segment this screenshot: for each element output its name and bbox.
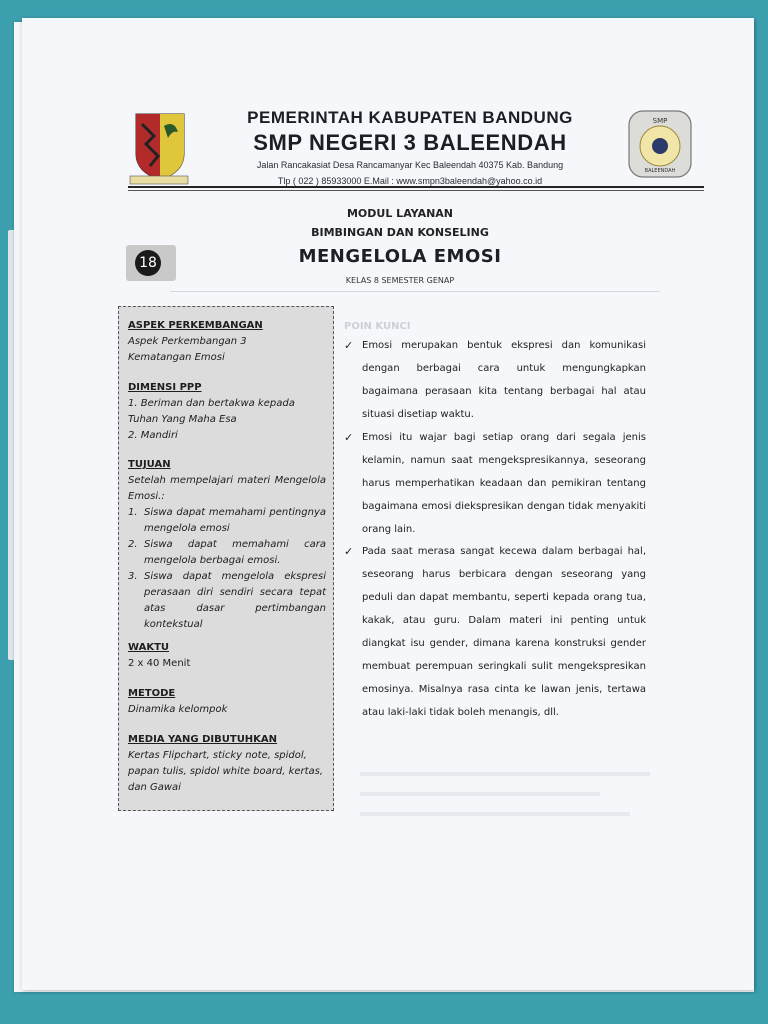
tujuan-item-2: 2. Siswa dapat memahami cara mengelola berbagai emosi.: [128, 539, 326, 566]
header-school-name: SMP NEGERI 3 BALEENDAH: [253, 130, 567, 155]
tujuan-item-3: 3. Siswa dapat mengelola ekspresi perasaan diri sendiri secara tepat atas dasar pertimbangan kontekstual: [128, 571, 326, 630]
check-icon: ✓: [344, 431, 354, 444]
dimensi-item-1: 1. Beriman dan bertakwa kepada Tuhan Yang Maha Esa: [128, 398, 295, 425]
poin-item-2: ✓ Emosi itu wajar bagi setiap orang dari segala jenis kelamin, namun saat mengekspresikannya, seseorang harus memperhatikan keadaan dan pemikiran tentang bagaimana emosi diekspresikan dengan tidak menyakiti orang lain.: [344, 426, 646, 541]
poin-kunci-heading: POIN KUNCI: [344, 321, 411, 332]
header-rule-thin: [128, 190, 704, 191]
media-section: [128, 732, 326, 796]
logo-text-baleendah: BALEENDAH: [644, 168, 676, 174]
metode-value: Dinamika kelompok: [128, 704, 228, 715]
tujuan-intro: Setelah mempelajari materi Mengelola Emosi.:: [128, 475, 326, 502]
header-government: PEMERINTAH KABUPATEN BANDUNG: [247, 108, 573, 127]
check-icon: ✓: [344, 545, 354, 558]
dimensi-heading: DIMENSI PPP: [128, 382, 202, 393]
waktu-heading: WAKTU: [128, 642, 170, 653]
aspek-line-2: Kematangan Emosi: [128, 352, 225, 363]
metode-section: [128, 686, 326, 718]
module-class: KELAS 8 SEMESTER GENAP: [345, 276, 455, 285]
metode-heading: METODE: [128, 688, 176, 699]
tujuan-heading: TUJUAN: [128, 459, 171, 470]
waktu-section: [128, 640, 326, 672]
module-subject: BIMBINGAN DAN KONSELING: [311, 226, 489, 239]
check-icon: ✓: [344, 339, 354, 352]
poin-item-3: ✓ Pada saat merasa sangat kecewa dalam berbagai hal, seseorang harus berbicara dengan seseorang yang peduli dan dapat membantu, seperti kepada orang tua, kakak, atau guru. Dalam materi ini penting untuk diangkat isu gender, dimana karena konstruksi gender membuat perempuan seringkali sulit mengekspresikan emosinya. Misalnya rasa cinta ke lawan jenis, tertawa atau laki-laki tidak boleh menangis, dll.: [344, 540, 646, 724]
aspek-heading: ASPEK PERKEMBANGAN: [128, 320, 263, 331]
aspek-line-1: Aspek Perkembangan 3: [128, 336, 247, 347]
show-through-line: [360, 792, 600, 796]
module-number: 18: [135, 250, 161, 276]
waktu-value: 2 x 40 Menit: [128, 658, 191, 669]
show-through-line: [360, 812, 630, 816]
show-through-line: [360, 772, 650, 776]
aspek-section: [128, 318, 326, 366]
header-rule: [128, 186, 704, 188]
bandung-regency-crest-icon: [128, 110, 190, 188]
header-contact: Tlp ( 022 ) 85933000 E.Mail : www.smpn3baleendah@yahoo.co.id: [277, 176, 543, 186]
title-rule: [170, 291, 660, 292]
logo-text-smp: SMP: [652, 117, 668, 125]
dimensi-section: [128, 380, 326, 444]
dimensi-item-2: 2. Mandiri: [128, 430, 178, 441]
tujuan-item-1: 1. Siswa dapat memahami pentingnya mengelola emosi: [128, 507, 326, 534]
tujuan-section: [128, 457, 326, 633]
school-logo-icon: [626, 108, 694, 180]
module-title: MENGELOLA EMOSI: [298, 246, 502, 267]
media-heading: MEDIA YANG DIBUTUHKAN: [128, 734, 278, 745]
module-label: MODUL LAYANAN: [346, 207, 454, 220]
header-address: Jalan Rancakasiat Desa Rancamanyar Kec Baleendah 40375 Kab. Bandung: [256, 160, 564, 170]
poin-item-1: ✓ Emosi merupakan bentuk ekspresi dan komunikasi dengan berbagai cara untuk mengungkapkan bagaimana perasaan kita tentang berbagai hal atau situasi disetiap waktu.: [344, 334, 646, 426]
media-value: Kertas Flipchart, sticky note, spidol, papan tulis, spidol white board, kertas, dan Gawai: [128, 750, 324, 793]
